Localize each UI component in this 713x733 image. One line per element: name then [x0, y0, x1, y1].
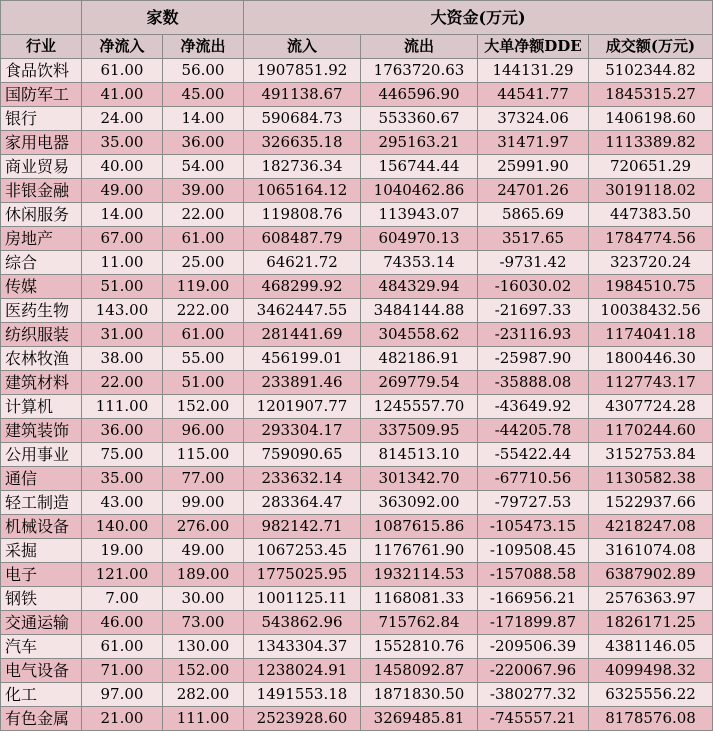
cell-dde: -380277.32 [478, 683, 589, 707]
cell-dde: -745557.21 [478, 707, 589, 731]
cell-turnover: 1522937.66 [589, 491, 713, 515]
cell-dde: 25991.90 [478, 155, 589, 179]
cell-outflow: 482186.91 [361, 347, 478, 371]
cell-net-in: 140.00 [82, 515, 163, 539]
table-row [1, 107, 713, 131]
cell-industry: 通信 [1, 467, 82, 491]
cell-dde: -157088.58 [478, 563, 589, 587]
table-row [1, 659, 713, 683]
cell-outflow: 156744.44 [361, 155, 478, 179]
cell-inflow: 119808.76 [244, 203, 361, 227]
cell-outflow: 1176761.90 [361, 539, 478, 563]
cell-dde: -209506.39 [478, 635, 589, 659]
cell-net-in: 38.00 [82, 347, 163, 371]
cell-net-out: 25.00 [163, 251, 244, 275]
cell-net-out: 111.00 [163, 707, 244, 731]
cell-turnover: 4307724.28 [589, 395, 713, 419]
table-row [1, 251, 713, 275]
cell-inflow: 982142.71 [244, 515, 361, 539]
cell-net-in: 36.00 [82, 419, 163, 443]
cell-net-in: 121.00 [82, 563, 163, 587]
cell-dde: -105473.15 [478, 515, 589, 539]
col-header-net-in: 净流入 [82, 35, 163, 59]
cell-outflow: 295163.21 [361, 131, 478, 155]
cell-inflow: 491138.67 [244, 83, 361, 107]
cell-net-in: 14.00 [82, 203, 163, 227]
cell-inflow: 281441.69 [244, 323, 361, 347]
cell-turnover: 10038432.56 [589, 299, 713, 323]
table-row [1, 395, 713, 419]
cell-industry: 建筑装饰 [1, 419, 82, 443]
cell-net-out: 36.00 [163, 131, 244, 155]
cell-net-in: 35.00 [82, 131, 163, 155]
table-row [1, 443, 713, 467]
cell-dde: -220067.96 [478, 659, 589, 683]
cell-turnover: 1406198.60 [589, 107, 713, 131]
table-row [1, 275, 713, 299]
cell-net-in: 31.00 [82, 323, 163, 347]
cell-dde: -25987.90 [478, 347, 589, 371]
cell-outflow: 484329.94 [361, 275, 478, 299]
cell-outflow: 1040462.86 [361, 179, 478, 203]
cell-net-out: 99.00 [163, 491, 244, 515]
table-row [1, 347, 713, 371]
cell-inflow: 283364.47 [244, 491, 361, 515]
cell-inflow: 1001125.11 [244, 587, 361, 611]
cell-outflow: 1245557.70 [361, 395, 478, 419]
cell-net-in: 46.00 [82, 611, 163, 635]
cell-net-out: 14.00 [163, 107, 244, 131]
cell-dde: -16030.02 [478, 275, 589, 299]
cell-turnover: 1984510.75 [589, 275, 713, 299]
cell-dde: 144131.29 [478, 59, 589, 83]
table-row [1, 323, 713, 347]
cell-inflow: 1491553.18 [244, 683, 361, 707]
cell-net-in: 35.00 [82, 467, 163, 491]
cell-dde: -44205.78 [478, 419, 589, 443]
cell-net-out: 189.00 [163, 563, 244, 587]
cell-inflow: 1775025.95 [244, 563, 361, 587]
cell-turnover: 447383.50 [589, 203, 713, 227]
cell-net-in: 43.00 [82, 491, 163, 515]
cell-industry: 钢铁 [1, 587, 82, 611]
cell-turnover: 2576363.97 [589, 587, 713, 611]
cell-dde: -67710.56 [478, 467, 589, 491]
table-row [1, 83, 713, 107]
cell-turnover: 6387902.89 [589, 563, 713, 587]
cell-inflow: 590684.73 [244, 107, 361, 131]
cell-turnover: 8178576.08 [589, 707, 713, 731]
cell-inflow: 233632.14 [244, 467, 361, 491]
cell-industry: 计算机 [1, 395, 82, 419]
group-header-row [1, 1, 713, 35]
cell-turnover: 3152753.84 [589, 443, 713, 467]
cell-dde: -166956.21 [478, 587, 589, 611]
table-row [1, 707, 713, 731]
cell-dde: 5865.69 [478, 203, 589, 227]
cell-outflow: 1932114.53 [361, 563, 478, 587]
table-row [1, 563, 713, 587]
cell-industry: 农林牧渔 [1, 347, 82, 371]
cell-dde: -79727.53 [478, 491, 589, 515]
table-row [1, 683, 713, 707]
cell-inflow: 759090.65 [244, 443, 361, 467]
cell-outflow: 1552810.76 [361, 635, 478, 659]
cell-outflow: 74353.14 [361, 251, 478, 275]
cell-turnover: 1130582.38 [589, 467, 713, 491]
cell-inflow: 543862.96 [244, 611, 361, 635]
cell-net-out: 222.00 [163, 299, 244, 323]
group-header-households: 家数 [82, 1, 244, 35]
cell-net-in: 97.00 [82, 683, 163, 707]
cell-outflow: 363092.00 [361, 491, 478, 515]
cell-net-out: 73.00 [163, 611, 244, 635]
column-header-row [1, 35, 713, 59]
col-header-dde: 大单净额DDE [478, 35, 589, 59]
cell-industry: 建筑材料 [1, 371, 82, 395]
cell-net-out: 22.00 [163, 203, 244, 227]
cell-industry: 电子 [1, 563, 82, 587]
cell-inflow: 468299.92 [244, 275, 361, 299]
cell-outflow: 1087615.86 [361, 515, 478, 539]
table-row [1, 131, 713, 155]
cell-inflow: 182736.34 [244, 155, 361, 179]
cell-industry: 公用事业 [1, 443, 82, 467]
cell-industry: 传媒 [1, 275, 82, 299]
cell-turnover: 1127743.17 [589, 371, 713, 395]
table-row [1, 59, 713, 83]
table-row [1, 227, 713, 251]
cell-net-out: 96.00 [163, 419, 244, 443]
cell-inflow: 1067253.45 [244, 539, 361, 563]
cell-turnover: 1113389.82 [589, 131, 713, 155]
cell-net-out: 130.00 [163, 635, 244, 659]
cell-industry: 银行 [1, 107, 82, 131]
cell-outflow: 337509.95 [361, 419, 478, 443]
table-row [1, 587, 713, 611]
cell-dde: -35888.08 [478, 371, 589, 395]
cell-industry: 国防军工 [1, 83, 82, 107]
cell-inflow: 64621.72 [244, 251, 361, 275]
cell-net-out: 45.00 [163, 83, 244, 107]
cell-outflow: 1458092.87 [361, 659, 478, 683]
cell-industry: 纺织服装 [1, 323, 82, 347]
cell-turnover: 1826171.25 [589, 611, 713, 635]
cell-industry: 电气设备 [1, 659, 82, 683]
cell-net-out: 152.00 [163, 659, 244, 683]
cell-inflow: 326635.18 [244, 131, 361, 155]
cell-inflow: 1065164.12 [244, 179, 361, 203]
cell-industry: 化工 [1, 683, 82, 707]
cell-net-out: 61.00 [163, 323, 244, 347]
cell-turnover: 720651.29 [589, 155, 713, 179]
group-header-blank [1, 1, 82, 35]
cell-net-out: 77.00 [163, 467, 244, 491]
cell-outflow: 814513.10 [361, 443, 478, 467]
cell-net-in: 49.00 [82, 179, 163, 203]
cell-outflow: 553360.67 [361, 107, 478, 131]
cell-industry: 房地产 [1, 227, 82, 251]
cell-net-in: 67.00 [82, 227, 163, 251]
col-header-industry: 行业 [1, 35, 82, 59]
cell-industry: 有色金属 [1, 707, 82, 731]
cell-net-in: 41.00 [82, 83, 163, 107]
table-body [1, 59, 713, 731]
col-header-outflow: 流出 [361, 35, 478, 59]
cell-dde: 3517.65 [478, 227, 589, 251]
cell-outflow: 113943.07 [361, 203, 478, 227]
cell-outflow: 3269485.81 [361, 707, 478, 731]
cell-industry: 医药生物 [1, 299, 82, 323]
cell-net-out: 49.00 [163, 539, 244, 563]
cell-turnover: 4218247.08 [589, 515, 713, 539]
cell-inflow: 293304.17 [244, 419, 361, 443]
cell-dde: -171899.87 [478, 611, 589, 635]
cell-turnover: 323720.24 [589, 251, 713, 275]
cell-net-in: 7.00 [82, 587, 163, 611]
cell-industry: 家用电器 [1, 131, 82, 155]
cell-turnover: 5102344.82 [589, 59, 713, 83]
table-row [1, 155, 713, 179]
col-header-inflow: 流入 [244, 35, 361, 59]
cell-net-in: 71.00 [82, 659, 163, 683]
cell-dde: 44541.77 [478, 83, 589, 107]
cell-outflow: 715762.84 [361, 611, 478, 635]
col-header-net-out: 净流出 [163, 35, 244, 59]
cell-turnover: 1784774.56 [589, 227, 713, 251]
cell-industry: 机械设备 [1, 515, 82, 539]
cell-net-out: 119.00 [163, 275, 244, 299]
cell-net-in: 24.00 [82, 107, 163, 131]
cell-outflow: 3484144.88 [361, 299, 478, 323]
cell-turnover: 4099498.32 [589, 659, 713, 683]
cell-inflow: 2523928.60 [244, 707, 361, 731]
cell-turnover: 1174041.18 [589, 323, 713, 347]
cell-net-in: 75.00 [82, 443, 163, 467]
cell-net-in: 61.00 [82, 59, 163, 83]
cell-net-out: 51.00 [163, 371, 244, 395]
cell-inflow: 3462447.55 [244, 299, 361, 323]
cell-net-in: 40.00 [82, 155, 163, 179]
table-row [1, 635, 713, 659]
cell-turnover: 4381146.05 [589, 635, 713, 659]
cell-inflow: 608487.79 [244, 227, 361, 251]
cell-outflow: 446596.90 [361, 83, 478, 107]
cell-net-out: 61.00 [163, 227, 244, 251]
cell-inflow: 456199.01 [244, 347, 361, 371]
cell-inflow: 1238024.91 [244, 659, 361, 683]
cell-net-out: 30.00 [163, 587, 244, 611]
cell-turnover: 1170244.60 [589, 419, 713, 443]
cell-net-in: 22.00 [82, 371, 163, 395]
cell-industry: 综合 [1, 251, 82, 275]
cell-net-in: 19.00 [82, 539, 163, 563]
cell-industry: 采掘 [1, 539, 82, 563]
cell-turnover: 3019118.02 [589, 179, 713, 203]
cell-net-out: 55.00 [163, 347, 244, 371]
cell-industry: 轻工制造 [1, 491, 82, 515]
cell-outflow: 1871830.50 [361, 683, 478, 707]
cell-turnover: 1845315.27 [589, 83, 713, 107]
table-row [1, 419, 713, 443]
cell-inflow: 1907851.92 [244, 59, 361, 83]
cell-dde: -21697.33 [478, 299, 589, 323]
cell-inflow: 1201907.77 [244, 395, 361, 419]
table-row [1, 539, 713, 563]
cell-inflow: 233891.46 [244, 371, 361, 395]
cell-dde: -43649.92 [478, 395, 589, 419]
cell-outflow: 269779.54 [361, 371, 478, 395]
cell-net-in: 111.00 [82, 395, 163, 419]
cell-outflow: 1763720.63 [361, 59, 478, 83]
table-row [1, 611, 713, 635]
cell-net-out: 115.00 [163, 443, 244, 467]
cell-net-in: 51.00 [82, 275, 163, 299]
cell-net-out: 282.00 [163, 683, 244, 707]
cell-outflow: 304558.62 [361, 323, 478, 347]
cell-inflow: 1343304.37 [244, 635, 361, 659]
cell-industry: 非银金融 [1, 179, 82, 203]
table-row [1, 467, 713, 491]
cell-outflow: 1168081.33 [361, 587, 478, 611]
cell-turnover: 1800446.30 [589, 347, 713, 371]
cell-net-in: 61.00 [82, 635, 163, 659]
cell-dde: 37324.06 [478, 107, 589, 131]
cell-turnover: 3161074.08 [589, 539, 713, 563]
table-row [1, 203, 713, 227]
cell-net-out: 39.00 [163, 179, 244, 203]
cell-net-out: 152.00 [163, 395, 244, 419]
col-header-turnover: 成交额(万元) [589, 35, 713, 59]
table-row [1, 179, 713, 203]
cell-net-out: 56.00 [163, 59, 244, 83]
table-row [1, 515, 713, 539]
cell-net-out: 276.00 [163, 515, 244, 539]
cell-outflow: 604970.13 [361, 227, 478, 251]
cell-turnover: 6325556.22 [589, 683, 713, 707]
cell-dde: -9731.42 [478, 251, 589, 275]
cell-dde: -55422.44 [478, 443, 589, 467]
cell-industry: 交通运输 [1, 611, 82, 635]
cell-net-in: 11.00 [82, 251, 163, 275]
cell-dde: 24701.26 [478, 179, 589, 203]
cell-industry: 商业贸易 [1, 155, 82, 179]
cell-dde: -23116.93 [478, 323, 589, 347]
cell-industry: 汽车 [1, 635, 82, 659]
cell-outflow: 301342.70 [361, 467, 478, 491]
cell-industry: 食品饮料 [1, 59, 82, 83]
group-header-big-money: 大资金(万元) [244, 1, 713, 35]
cell-industry: 休闲服务 [1, 203, 82, 227]
table-row [1, 299, 713, 323]
cell-dde: 31471.97 [478, 131, 589, 155]
cell-dde: -109508.45 [478, 539, 589, 563]
table-row [1, 371, 713, 395]
cell-net-in: 143.00 [82, 299, 163, 323]
cell-net-out: 54.00 [163, 155, 244, 179]
table-row [1, 491, 713, 515]
cell-net-in: 21.00 [82, 707, 163, 731]
